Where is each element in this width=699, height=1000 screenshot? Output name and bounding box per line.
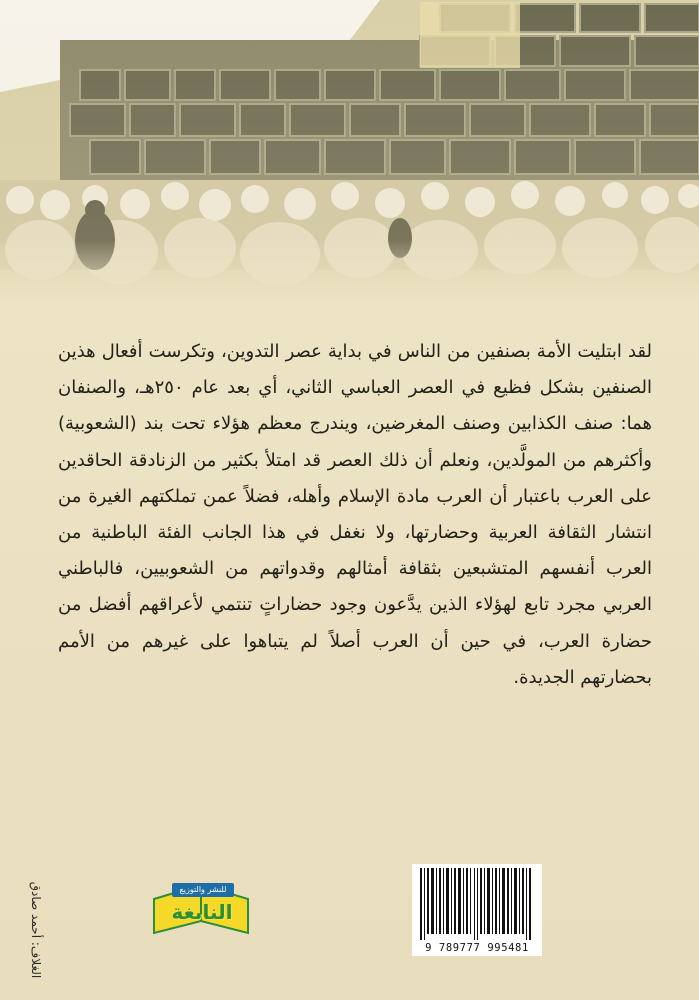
publisher-tagline: للنشر والتوزيع — [172, 883, 234, 897]
cover-credit — [24, 880, 48, 980]
cover-photo — [0, 0, 699, 300]
publisher-logo — [150, 875, 252, 939]
isbn-number: 9 789777 995481 — [425, 942, 529, 954]
blurb-text: لقد ابتليت الأمة بصنفين من الناس في بداية عصر التدوين، وتكرست أفعال هذين الصنفين بشكل فظيع في العصر العباسي الثاني، أي بعد عام ٢٥٠هـ، والصنفان هما: صنف الكذابين وصنف المغرضين، ويندرج معظم هؤلاء تحت بند (الشعوبية) وأكثرهم من المولَّدين، ونعلم أن ذلك العصر قد امتلأ بكثير من الزنادقة الحاقدين على العرب باعتبار أن العرب مادة الإسلام وأهله، فضلاً عمن تملكتهم الغيرة من انتشار الثقافة العربية وحضارتها، ولا نغفل في هذا الجانب الفئة الباطنية من العرب أنفسهم المتشبعين بثقافة أمثالهم وقدواتهم من الشعوبيين، فالباطني العربي مجرد تابع لهؤلاء الذين يدَّعون وجود حضاراتٍ تنتمي لأعراقهم أفضل من حضارة العرب، في حين أن العرب أصلاً لم يتباهوا على غيرهم من الأمم بحضارتهم الجديدة. — [58, 341, 652, 688]
barcode-bars — [412, 864, 542, 942]
publisher-name: النابغة — [171, 900, 233, 924]
cover-credit-text: الغلاف: أحمد صادق — [29, 881, 43, 979]
barcode — [412, 864, 542, 956]
